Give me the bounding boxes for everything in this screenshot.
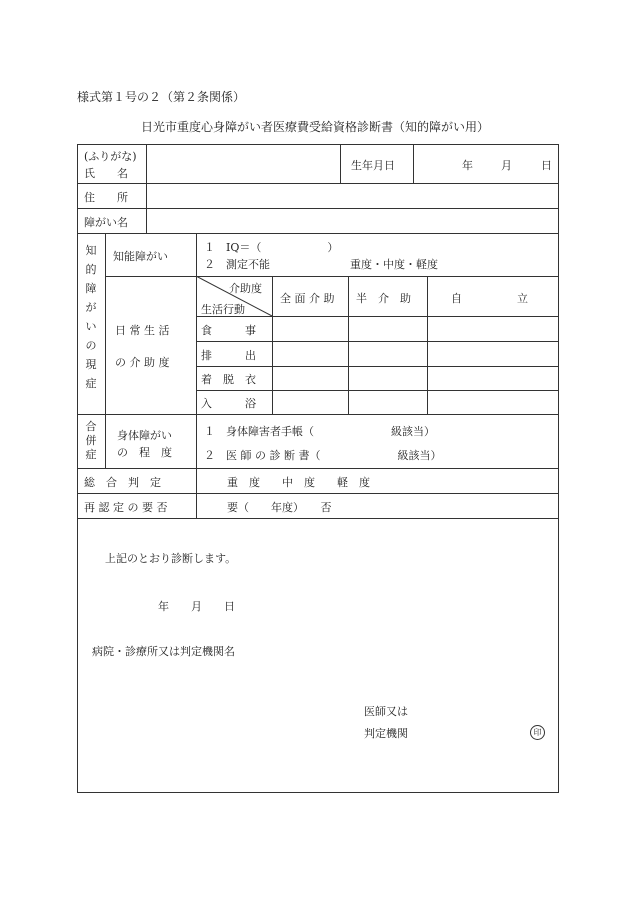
- birth-day-label: 日: [541, 159, 552, 172]
- complication-label: 合 併 症: [85, 420, 97, 461]
- overall-judgement-label: 総 合 判 定: [84, 476, 161, 489]
- signer-label-line1: 医師又は: [364, 705, 408, 718]
- physical-disability-label-line2: の 程 度: [117, 446, 172, 459]
- disability-handbook-line: １ 身体障害者手帳（ 級該当）: [204, 425, 435, 438]
- iq-line: １ IQ＝（ ）: [204, 241, 339, 254]
- institution-label: 病院・診療所又は判定機関名: [92, 645, 235, 658]
- activity-eating: 食 事: [201, 324, 256, 337]
- form-title: 日光市重度心身障がい者医療費受給資格診断書（知的障がい用）: [140, 120, 489, 134]
- form-number: 様式第１号の２（第２条関係）: [77, 90, 246, 104]
- name-label: 氏 名: [84, 167, 128, 180]
- reassessment-label: 再 認 定 の 要 否: [84, 501, 168, 514]
- intelligence-level-label: 知能障がい: [113, 250, 168, 263]
- activity-excretion: 排 出: [201, 349, 256, 362]
- care-degree-header: 介助度: [229, 282, 262, 295]
- intellectual-section-label: 知 的 障 が い の 現 症: [85, 244, 97, 390]
- birth-year-label: 年: [462, 159, 473, 172]
- life-activity-header: 生活行動: [201, 303, 245, 316]
- signer-label-line2: 判定機関: [364, 727, 408, 740]
- birthdate-label: 生年月日: [351, 159, 395, 172]
- overall-judgement-options: 重 度 中 度 軽 度: [227, 476, 370, 489]
- birth-month-label: 月: [501, 159, 512, 172]
- address-label: 住 所: [84, 191, 128, 204]
- column-half-assistance: 半 介 助: [356, 292, 411, 305]
- disability-name-label: 障がい名: [84, 216, 128, 229]
- reassessment-options: 要（ 年度） 否: [227, 501, 332, 514]
- activity-bathing: 入 浴: [201, 397, 256, 410]
- activity-dressing: 着 脱 衣: [201, 373, 256, 386]
- severity-options: 重度・中度・軽度: [350, 258, 438, 271]
- physical-disability-label-line1: 身体障がい: [117, 429, 172, 442]
- column-independent: 自 立: [451, 292, 528, 305]
- measure-impossible-line: ２ 測定不能: [204, 258, 270, 271]
- column-full-assistance: 全 面 介 助: [280, 292, 335, 305]
- diagnosis-statement: 上記のとおり診断します。: [105, 552, 237, 565]
- care-label-line1: 日 常 生 活: [115, 324, 170, 337]
- diagnosis-date: 年 月 日: [158, 600, 235, 613]
- seal-mark: 印: [530, 725, 545, 740]
- care-label-line2: の 介 助 度: [115, 356, 170, 369]
- furigana-label: (ふりがな): [84, 150, 137, 163]
- doctor-diagnosis-line: ２ 医 師 の 診 断 書（ 級該当）: [204, 449, 442, 462]
